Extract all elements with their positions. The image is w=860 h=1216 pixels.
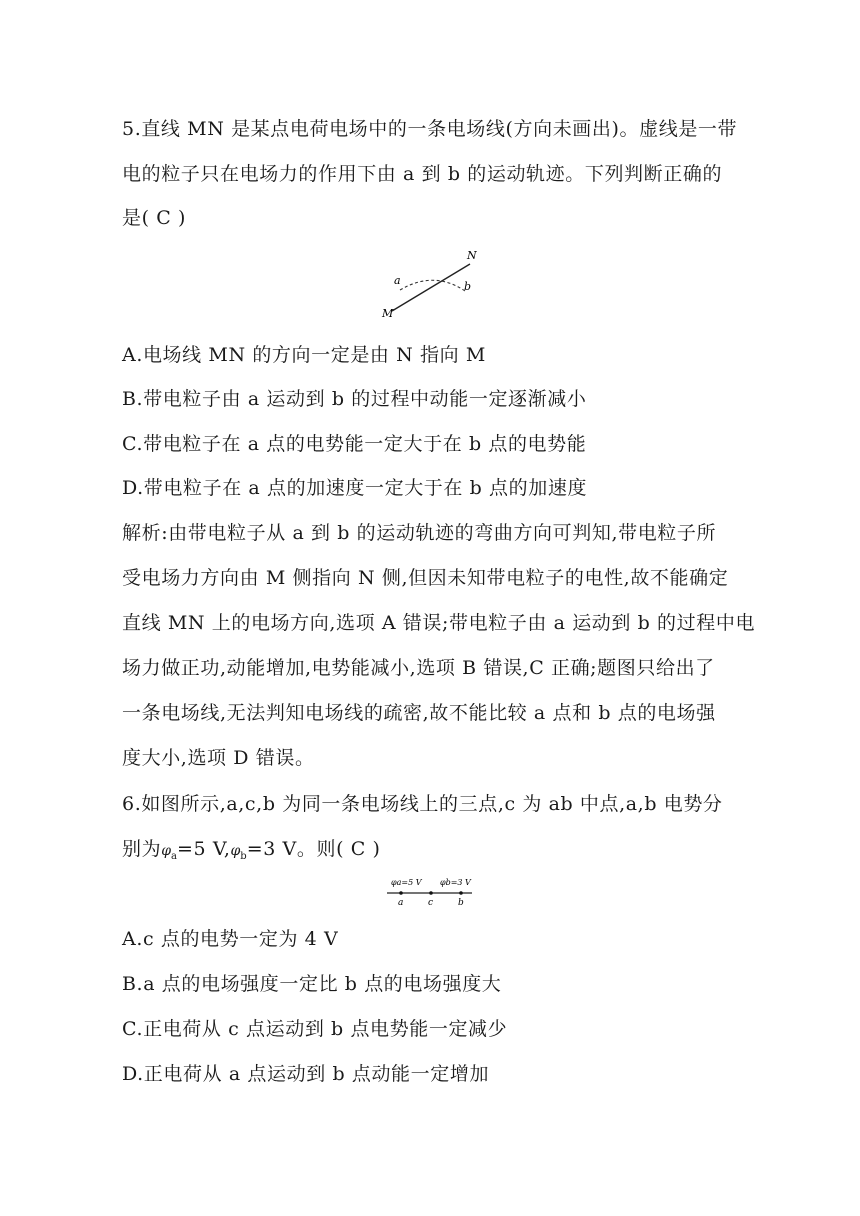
q5-option-c: C.带电粒子在 a 点的电势能一定大于在 b 点的电势能 (122, 433, 587, 455)
label-phi-b: φb=3 V (440, 878, 471, 887)
q6-figure (383, 875, 475, 909)
q5-analysis-line-4: 场力做正功,动能增加,电势能减小,选项 B 错误,C 正确;题图只给出了 (122, 657, 715, 679)
q6-option-c: C.正电荷从 c 点运动到 b 点电势能一定减少 (122, 1018, 508, 1040)
q5-analysis-line-6: 度大小,选项 D 错误。 (122, 747, 315, 769)
label-n: N (467, 249, 477, 262)
q5-analysis-line-1: 解析:由带电粒子从 a 到 b 的运动轨迹的弯曲方向可判知,带电粒子所 (122, 522, 717, 544)
label-phi-a: φa=5 V (391, 878, 422, 887)
q5-analysis-line-3: 直线 MN 上的电场方向,选项 A 错误;带电粒子由 a 运动到 b 的过程中电 (122, 612, 756, 634)
q5-option-d: D.带电粒子在 a 点的加速度一定大于在 b 点的加速度 (122, 477, 588, 499)
trajectory-curve (400, 280, 465, 291)
q5-stem-line-2: 电的粒子只在电场力的作用下由 a 到 b 的运动轨迹。下列判断正确的 (122, 163, 723, 185)
q6-stem-suffix: =3 V。则( C ) (246, 838, 381, 860)
q5-option-a: A.电场线 MN 的方向一定是由 N 指向 M (122, 344, 486, 366)
label-m: M (382, 307, 394, 320)
label-point-a: a (398, 898, 404, 908)
q5-option-b: B.带电粒子由 a 运动到 b 的过程中动能一定逐渐减小 (122, 388, 587, 410)
q6-stem-line-1: 6.如图所示,a,c,b 为同一条电场线上的三点,c 为 ab 中点,a,b 电势分 (122, 793, 723, 815)
phi-sub-b: b (240, 851, 247, 862)
q5-analysis-line-5: 一条电场线,无法判知电场线的疏密,故不能比较 a 点和 b 点的电场强 (122, 702, 716, 724)
point-b-dot (459, 891, 463, 895)
q5-analysis-line-2: 受电场力方向由 M 侧指向 N 侧,但因未知带电粒子的电性,故不能确定 (122, 567, 729, 589)
phi-symbol: φ (161, 843, 172, 859)
q5-stem-line-3: 是( C ) (122, 207, 187, 229)
q5-stem-line-1: 5.直线 MN 是某点电荷电场中的一条电场线(方向未画出)。虚线是一带 (122, 118, 738, 140)
label-a: a (394, 274, 401, 287)
point-a-dot (399, 891, 403, 895)
point-c-dot (429, 891, 433, 895)
q6-stem-line-2 (122, 837, 381, 869)
q6-option-b: B.a 点的电场强度一定比 b 点的电场强度大 (122, 973, 502, 995)
q6-option-a: A.c 点的电势一定为 4 V (122, 928, 339, 950)
label-point-c: c (428, 898, 434, 908)
q6-stem-prefix: 别为 (122, 838, 162, 860)
label-point-b: b (458, 898, 464, 908)
q5-figure (378, 248, 488, 320)
q6-stem-mid: =5 V, (176, 838, 231, 860)
label-b: b (464, 280, 472, 293)
q6-option-d: D.正电荷从 a 点运动到 b 点动能一定增加 (122, 1063, 490, 1085)
phi-symbol: φ (230, 843, 241, 859)
phi-sub-a: a (171, 851, 177, 862)
